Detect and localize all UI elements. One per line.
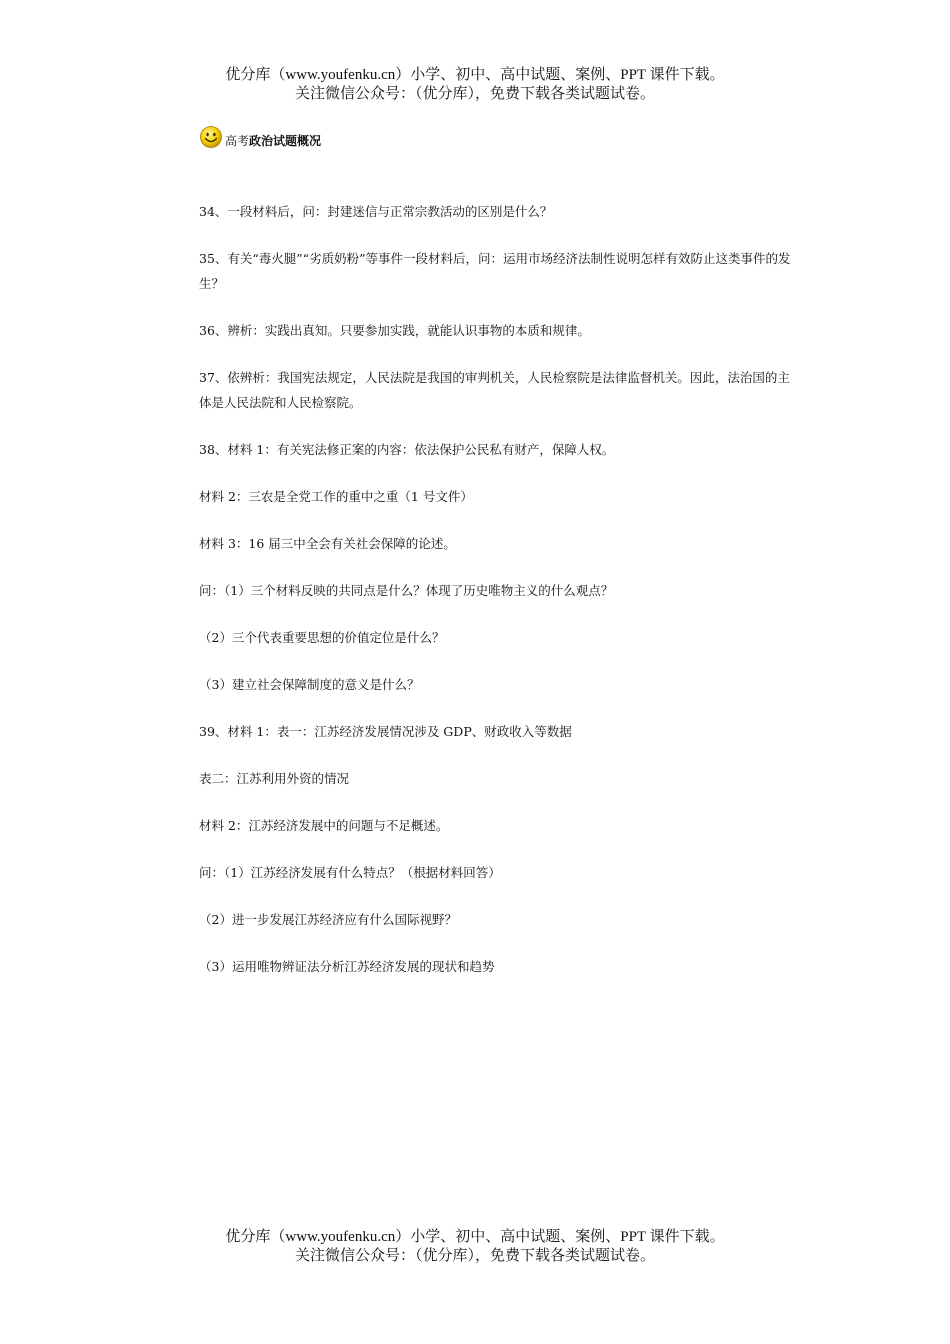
question-39-ask-2: （2）进一步发展江苏经济应有什么国际视野？ — [199, 912, 457, 927]
footer-line-2: 关注微信公众号：（优分库），免费下载各类试题试卷。 — [294, 1248, 655, 1264]
question-list — [199, 199, 799, 1001]
document-title — [199, 126, 321, 154]
title-bold-text: 政治试题概况 — [249, 133, 322, 148]
question-39-material-2: 材料 2：江苏经济发展中的问题与不足概述。 — [199, 818, 449, 833]
question-39-ask-1: 问：（1）江苏经济发展有什么特点？（根据材料回答） — [199, 865, 501, 880]
question-38-ask-3: （3）建立社会保障制度的意义是什么？ — [199, 677, 420, 692]
question-39-ask-3: （3）运用唯物辨证法分析江苏经济发展的现状和趋势 — [199, 959, 495, 974]
question-36: 36、辨析：实践出真知。只要参加实践，就能认识事物的本质和规律。 — [199, 323, 590, 338]
question-38-material-3: 材料 3：16 届三中全会有关社会保障的论述。 — [199, 536, 456, 551]
question-38-ask-2: （2）三个代表重要思想的价值定位是什么？ — [199, 630, 445, 645]
title-prefix: 高考 — [225, 133, 250, 148]
question-35: 35、有关“毒火腿”“劣质奶粉”等事件一段材料后，问：运用市场经济法制性说明怎样有效防止这类事件的发生？ — [199, 251, 791, 291]
page-header — [0, 66, 950, 104]
footer-line-1: 优分库（www.youfenku.cn）小学、初中、高中试题、案例、PPT 课件下载。 — [225, 1229, 725, 1245]
question-37: 37、依辨析：我国宪法规定，人民法院是我国的审判机关，人民检察院是法律监督机关。因此，法治国的主体是人民法院和人民检察院。 — [199, 370, 790, 410]
question-39-material-1: 39、材料 1：表一：江苏经济发展情况涉及 GDP、财政收入等数据 — [199, 724, 572, 739]
question-34: 34、一段材料后，问：封建迷信与正常宗教活动的区别是什么？ — [199, 204, 553, 219]
header-line-2: 关注微信公众号：（优分库），免费下载各类试题试卷。 — [294, 86, 655, 102]
header-line-1: 优分库（www.youfenku.cn）小学、初中、高中试题、案例、PPT 课件下载。 — [225, 67, 725, 83]
question-38-material-2: 材料 2：三农是全党工作的重中之重（1 号文件） — [199, 489, 473, 504]
question-39-table-2: 表二：江苏利用外资的情况 — [199, 771, 350, 786]
question-38-material-1: 38、材料 1：有关宪法修正案的内容：依法保护公民私有财产，保障人权。 — [199, 442, 615, 457]
smiley-face-icon — [199, 125, 223, 149]
question-38-ask-1: 问：（1）三个材料反映的共同点是什么？体现了历史唯物主义的什么观点？ — [199, 583, 614, 598]
page-footer — [0, 1228, 950, 1266]
